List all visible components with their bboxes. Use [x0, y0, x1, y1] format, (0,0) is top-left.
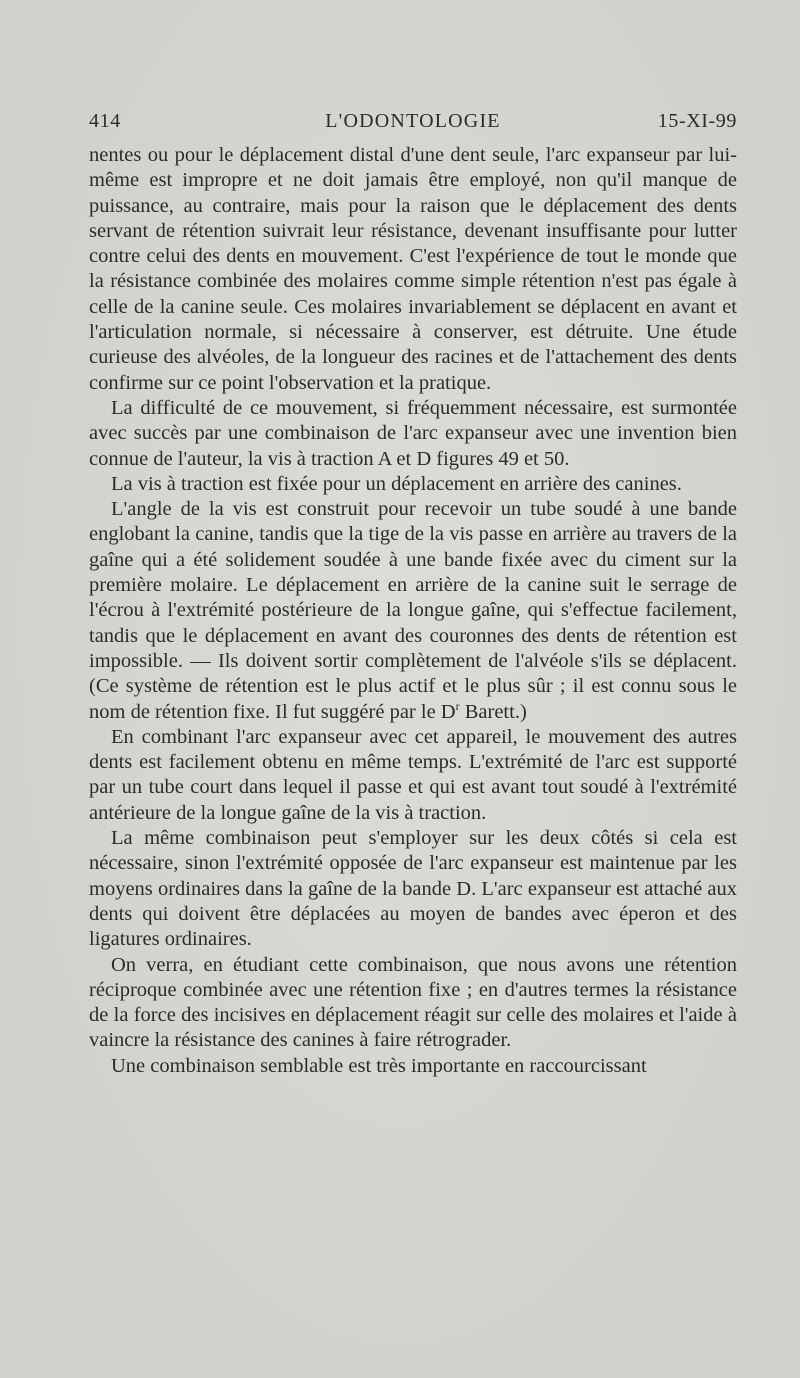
- paragraph: La même combinaison peut s'employer sur les deux côtés si cela est nécessaire, sinon l'extrémité opposée de l'arc expanseur est maintenue par les moyens ordinaires dans la gaîne de la bande D. L'arc expanseur est attaché aux dents qui doivent être déplacées au moyen de bandes avec éperon et des ligatures ordinaires.: [89, 827, 737, 951]
- paragraph: [89, 497, 737, 725]
- doctor-abbrev-sup: r: [455, 698, 460, 713]
- doctor-name: Barett.): [459, 700, 527, 723]
- paragraph: nentes ou pour le déplacement distal d'une dent seule, l'arc expanseur par lui-même est impropre et ne doit jamais être employé, non qu'il manque de puissance, au contraire, mais pour la raison que le déplacement des dents servant de rétention suivrait leur résistance, devenant insuffisante pour lutter contre celui des dents en mouvement. C'est l'expérience de tout le monde que la résistance combinée des molaires comme simple rétention n'est pas égale à celle de la canine seule. Ces molaires invariablement se déplacent en avant et l'articulation normale, si nécessaire à conserver, est détruite. Une étude curieuse des alvéoles, de la longueur des racines et de l'attachement des dents confirme sur ce point l'observation et la pratique.: [89, 144, 737, 394]
- doctor-abbrev: D: [440, 700, 456, 723]
- paragraph: La difficulté de ce mouvement, si fréquemment nécessaire, est surmontée avec succès par une combinaison de l'arc expanseur avec une invention bien connue de l'auteur, la vis à traction A et D figures 49 et 50.: [89, 396, 737, 470]
- body-text: [89, 143, 737, 1079]
- paragraph: En combinant l'arc expanseur avec cet appareil, le mouvement des autres dents est facilement obtenu en même temps. L'extrémité de l'arc est supporté par un tube court dans lequel il passe et qui est avant tout soudé à l'extrémité antérieure de la longue gaîne de la vis à traction.: [89, 725, 737, 824]
- issue-date: 15-XI-99: [657, 110, 737, 132]
- journal-title: L'ODONTOLOGIE: [325, 110, 501, 132]
- paragraph-text: L'angle de la vis est construit pour recevoir un tube soudé à une bande englobant la canine, tandis que la tige de la vis passe en arrière au travers de la gaîne qui a été solidement soudée à une bande fixée avec du ciment sur la première molaire. Le déplacement en arrière de la canine suit le serrage de l'écrou à l'extrémité postérieure de la longue gaîne, qui s'effectue facilement, tandis que le déplacement en avant des couronnes des dents de rétention est impossible. — Ils doivent sortir complètement de l'alvéole s'ils se déplacent. (Ce système de rétention est le plus actif et le plus sûr ; il est connu sous le nom de rétention fixe. Il fut suggéré par le: [89, 498, 737, 723]
- paragraph: Une combinaison semblable est très importante en raccourcissant: [111, 1054, 647, 1077]
- paragraph: La vis à traction est fixée pour un déplacement en arrière des canines.: [111, 472, 682, 495]
- page-number: 414: [89, 110, 121, 132]
- paragraph: On verra, en étudiant cette combinaison, que nous avons une rétention réciproque combinée avec une rétention fixe ; en d'autres termes la résistance de la force des incisives en déplacement réagit sur celle des molaires et l'aide à vaincre la résistance des canines à faire rétrograder.: [89, 953, 737, 1052]
- running-header: [89, 110, 737, 140]
